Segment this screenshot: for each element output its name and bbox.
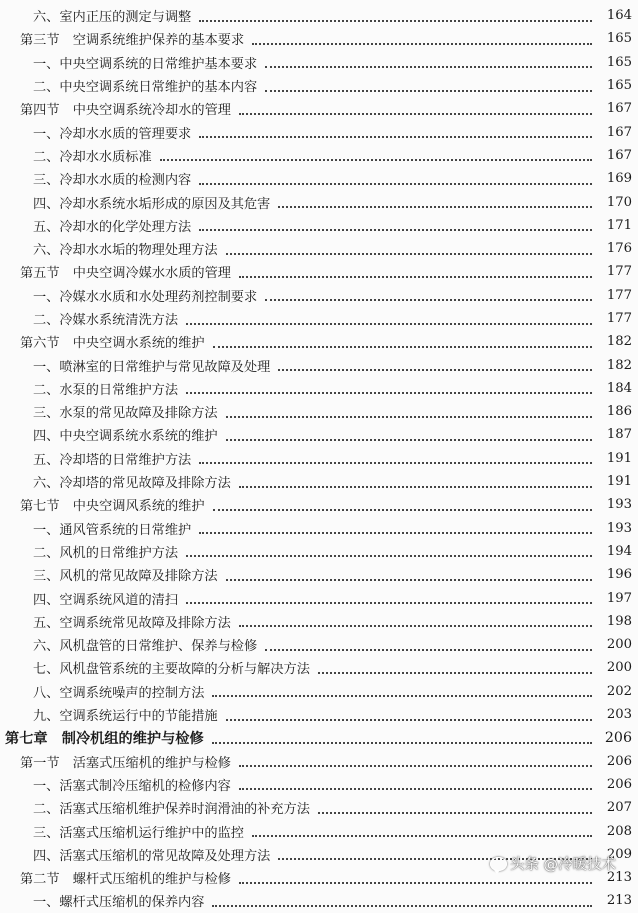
toc-label: 一、螺杆式压缩机的保养内容	[33, 895, 205, 911]
dot-leader	[186, 555, 592, 557]
toc-item	[0, 190, 638, 213]
toc-label: 四、空调系统风道的清扫	[33, 592, 179, 608]
toc-page-number: 213	[606, 870, 632, 886]
toc-item	[0, 120, 638, 143]
toc-item	[0, 167, 638, 190]
toc-page-number: 208	[606, 823, 632, 839]
dot-leader	[199, 229, 592, 231]
toc-label: 二、冷媒水系统清洗方法	[33, 313, 179, 328]
toc-item	[0, 284, 638, 307]
dot-leader	[226, 579, 592, 581]
dot-leader	[265, 299, 592, 301]
toc-page-number: 177	[606, 287, 632, 303]
toc-page-number: 186	[606, 404, 632, 420]
toc-page-number: 203	[606, 707, 632, 723]
toc-label: 二、水泵的日常维护方法	[33, 382, 179, 398]
dot-leader	[226, 719, 592, 721]
toc-label: 三、冷却水水质的检测内容	[33, 173, 192, 189]
dot-leader	[239, 765, 592, 767]
toc-page-number: 164	[606, 8, 632, 24]
dot-leader	[212, 742, 592, 744]
dot-leader	[239, 788, 592, 790]
toc-item	[0, 633, 638, 656]
toc-page-number: 209	[606, 846, 632, 862]
dot-leader	[252, 835, 592, 837]
toc-label: 三、风机的常见故障及排除方法	[33, 569, 218, 585]
watermark	[490, 853, 616, 874]
toc-page-number: 170	[606, 194, 632, 210]
toc-label: 四、冷却水系统水垢形成的原因及其危害	[33, 196, 271, 212]
dot-leader	[186, 323, 592, 325]
chat-bubble-icon	[490, 857, 507, 871]
watermark-text: 头条 @冷暖技术	[509, 857, 616, 873]
dot-leader	[160, 159, 592, 161]
table-of-contents	[0, 4, 638, 913]
dot-leader	[252, 43, 592, 45]
toc-label: 三、水泵的常见故障及排除方法	[33, 406, 218, 422]
toc-page-number: 200	[606, 637, 632, 653]
toc-page-number: 171	[606, 217, 632, 233]
dot-leader	[278, 206, 592, 208]
toc-label: 一、冷媒水水质和水处理药剂控制要求	[33, 289, 258, 305]
toc-page-number: 198	[606, 613, 632, 629]
dot-leader	[186, 602, 592, 604]
toc-page-number: 169	[606, 171, 632, 187]
toc-item	[0, 400, 638, 423]
dot-leader	[199, 20, 592, 22]
toc-label: 二、风机的日常维护方法	[33, 545, 179, 561]
dot-leader	[265, 66, 592, 68]
toc-page-number: 182	[606, 357, 632, 373]
toc-item	[0, 353, 638, 376]
toc-page-number: 202	[606, 683, 632, 699]
dot-leader	[318, 812, 592, 814]
toc-item	[0, 470, 638, 493]
toc-label: 九、空调系统运行中的节能措施	[33, 709, 218, 725]
toc-label: 第二节 螺杆式压缩机的维护与检修	[20, 872, 231, 888]
toc-page-number: 165	[606, 31, 632, 47]
toc-label: 五、冷却塔的日常维护方法	[33, 452, 192, 468]
toc-label: 二、中央空调系统日常维护的基本内容	[33, 80, 258, 96]
toc-item	[0, 51, 638, 74]
toc-item	[0, 237, 638, 260]
toc-page-number: 182	[606, 334, 632, 350]
toc-page-number: 165	[606, 78, 632, 94]
toc-label: 第四节 中央空调系统冷却水的管理	[20, 103, 231, 119]
dot-leader	[199, 532, 592, 534]
toc-section	[0, 97, 638, 120]
toc-chapter	[0, 726, 638, 749]
dot-leader	[239, 625, 592, 627]
dot-leader	[265, 649, 592, 651]
toc-label: 第五节 中央空调冷媒水水质的管理	[20, 266, 231, 282]
dot-leader	[213, 346, 592, 348]
dot-leader	[199, 183, 592, 185]
toc-item	[0, 517, 638, 540]
toc-page-number: 194	[606, 543, 632, 559]
toc-label: 二、冷却水水质标准	[33, 149, 152, 165]
toc-item	[0, 377, 638, 400]
toc-item	[0, 656, 638, 679]
toc-page-number: 191	[606, 450, 632, 466]
toc-page-number: 167	[606, 147, 632, 163]
toc-label: 五、冷却水的化学处理方法	[33, 219, 192, 235]
toc-page-number: 187	[606, 427, 632, 443]
toc-page-number: 193	[606, 497, 632, 513]
toc-item	[0, 796, 638, 819]
toc-label: 第六节 中央空调水系统的维护	[20, 336, 205, 352]
toc-item	[0, 773, 638, 796]
toc-label: 四、活塞式压缩机的常见故障及处理方法	[33, 848, 271, 864]
dot-leader	[239, 882, 592, 884]
toc-label: 一、通风管系统的日常维护	[33, 522, 192, 538]
toc-label: 五、空调系统常见故障及排除方法	[33, 615, 231, 631]
dot-leader	[213, 509, 592, 511]
toc-label: 七、风机盘管系统的主要故障的分析与解决方法	[33, 662, 310, 678]
toc-page-number: 200	[606, 660, 632, 676]
toc-item	[0, 889, 638, 912]
dot-leader	[318, 672, 592, 674]
toc-label: 四、中央空调系统水系统的维护	[33, 429, 218, 445]
toc-label: 二、活塞式压缩机维护保养时润滑油的补充方法	[33, 802, 310, 818]
toc-label: 第七节 中央空调风系统的维护	[20, 499, 205, 515]
toc-page-number: 176	[606, 241, 632, 257]
dot-leader	[186, 392, 592, 394]
toc-item	[0, 307, 638, 330]
toc-label: 六、室内正压的测定与调整	[33, 10, 192, 26]
toc-label: 一、中央空调系统的日常维护基本要求	[33, 56, 258, 72]
toc-item	[0, 423, 638, 446]
toc-label: 一、喷淋室的日常维护与常见故障及处理	[33, 359, 271, 375]
toc-page-number: 167	[606, 101, 632, 117]
toc-page-number: 207	[606, 800, 632, 816]
dot-leader	[199, 136, 592, 138]
dot-leader	[265, 90, 592, 92]
dot-leader	[278, 369, 592, 371]
toc-page-number: 197	[606, 590, 632, 606]
toc-section	[0, 750, 638, 773]
toc-page-number: 206	[606, 776, 632, 792]
toc-page-number: 206	[604, 729, 632, 746]
toc-page-number: 165	[606, 54, 632, 70]
toc-item	[0, 74, 638, 97]
toc-item	[0, 447, 638, 470]
toc-item	[0, 703, 638, 726]
toc-section	[0, 27, 638, 50]
dot-leader	[226, 416, 592, 418]
toc-page-number: 213	[606, 893, 632, 909]
toc-item	[0, 819, 638, 842]
toc-item	[0, 610, 638, 633]
toc-page-number: 167	[606, 124, 632, 140]
toc-label: 六、冷却塔的常见故障及排除方法	[33, 476, 231, 492]
toc-page-number: 196	[606, 567, 632, 583]
toc-item	[0, 214, 638, 237]
dot-leader	[226, 439, 592, 441]
toc-section	[0, 330, 638, 353]
toc-section	[0, 493, 638, 516]
dot-leader	[239, 276, 592, 278]
toc-page-number: 184	[606, 380, 632, 396]
dot-leader	[199, 462, 592, 464]
toc-label: 第七章 制冷机组的维护与检修	[5, 730, 204, 747]
toc-page-number: 191	[606, 474, 632, 490]
toc-section	[0, 260, 638, 283]
toc-item	[0, 144, 638, 167]
toc-item	[0, 4, 638, 27]
dot-leader	[212, 695, 592, 697]
toc-page-number: 177	[606, 311, 632, 326]
toc-label: 六、风机盘管的日常维护、保养与检修	[33, 639, 258, 655]
toc-item	[0, 680, 638, 703]
toc-label: 第三节 空调系统维护保养的基本要求	[20, 33, 245, 49]
toc-label: 一、冷却水水质的管理要求	[33, 126, 192, 142]
toc-label: 三、活塞式压缩机运行维护中的监控	[33, 825, 244, 841]
toc-label: 第一节 活塞式压缩机的维护与检修	[20, 755, 231, 771]
toc-page-number: 193	[606, 520, 632, 536]
toc-item	[0, 586, 638, 609]
toc-label: 一、活塞式制冷压缩机的检修内容	[33, 778, 231, 794]
toc-label: 六、冷却水水垢的物理处理方法	[33, 243, 218, 259]
toc-item	[0, 540, 638, 563]
toc-page-number: 177	[606, 264, 632, 280]
toc-item	[0, 563, 638, 586]
toc-page-number: 206	[606, 753, 632, 769]
toc-label: 八、空调系统噪声的控制方法	[33, 685, 205, 701]
dot-leader	[226, 253, 592, 255]
dot-leader	[239, 113, 592, 115]
dot-leader	[239, 486, 592, 488]
dot-leader	[212, 905, 592, 907]
